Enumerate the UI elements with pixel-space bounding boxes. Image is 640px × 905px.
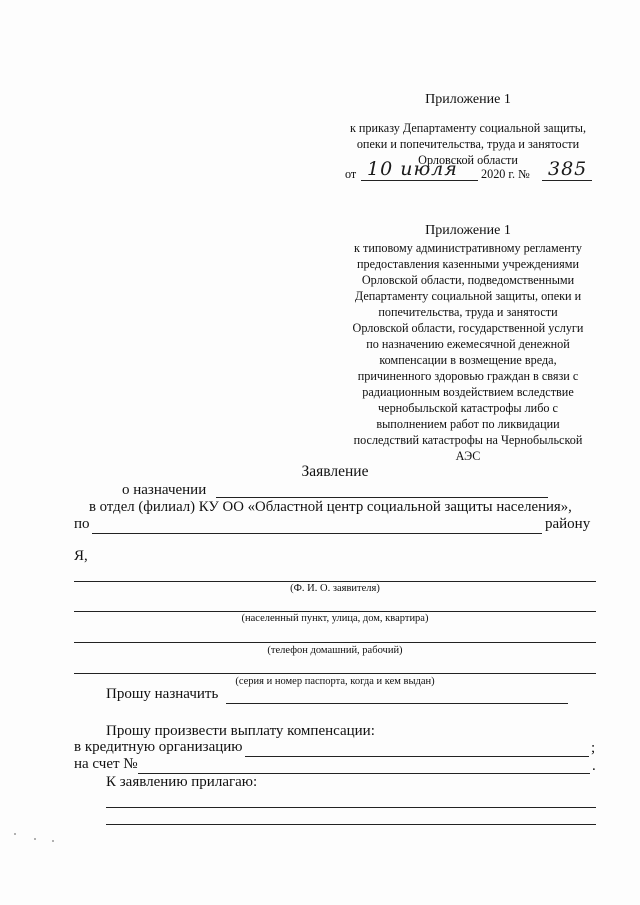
date-line [361,180,478,181]
attachment-field-2[interactable] [106,824,596,825]
year-number-label: 2020 г. № [481,167,530,181]
number-line [542,180,592,181]
appendix2-line-3: Орловской области, подведомственными [361,273,575,287]
appendix2-line-2: предоставления казенными учреждениями [356,257,580,271]
appendix1-line-1: к приказу Департаменту социальной защиты, [349,121,587,135]
credit-org-field[interactable] [245,756,589,757]
request-payment-label: Прошу произвести выплату компенсации: [106,723,375,739]
fio-field[interactable] [74,581,596,582]
account-end: . [592,758,596,774]
caption-fio: (Ф. И. О. заявителя) [290,583,380,594]
appendix2-line-10: радиационным воздействием вследствие [362,385,574,399]
appendix2-line-11: чернобыльской катастрофы либо с [378,401,558,415]
caption-phone: (телефон домашний, рабочий) [267,645,403,656]
scan-speck [34,838,36,840]
appendix1-line-2: опеки и попечительства, труда и занятости [356,137,580,151]
account-label: на счет № [74,756,138,772]
date-prefix: от [345,167,357,181]
appendix2-title: Приложение 1 [425,223,511,238]
about-label: о назначении [122,482,207,498]
appendix2-line-9: причиненного здоровью граждан в связи с [357,369,579,383]
ya-label: Я, [74,548,88,564]
appendix1-line-3: Орловской области [418,153,518,167]
appendix1-title: Приложение 1 [425,92,511,107]
request-assign-label: Прошу назначить [106,686,219,702]
appendix2-line-4: Департаменту социальной защиты, опеки и [354,289,582,303]
credit-org-label: в кредитную организацию [74,739,243,755]
appendix2-line-12: выполнением работ по ликвидации [376,417,560,431]
attach-label: К заявлению прилагаю: [106,774,258,790]
assign-field[interactable] [226,703,568,704]
number-handwritten: 385 [548,158,588,180]
caption-passport: (серия и номер паспорта, когда и кем выдан) [235,676,435,687]
attachment-field-1[interactable] [106,807,596,808]
credit-org-end: ; [591,740,596,756]
passport-field[interactable] [74,673,596,674]
appendix2-line-8: компенсации в возмещение вреда, [379,353,557,367]
date-handwritten: 10 июля [367,158,458,180]
district-field[interactable] [92,533,542,534]
appendix2-line-5: попечительства, труда и занятости [378,305,558,319]
caption-address: (населенный пункт, улица, дом, квартира) [241,613,429,624]
scan-speck [52,840,54,842]
department-line: в отдел (филиал) КУ ОО «Областной центр социальной защиты населения», [89,499,572,515]
appendix2-line-13: последствий катастрофы на Чернобыльской [353,433,583,447]
about-field[interactable] [216,497,548,498]
appendix2-line-1: к типовому административному регламенту [354,241,582,255]
appendix2-line-6: Орловской области, государственной услуги [352,321,584,335]
po-label: по [74,516,90,532]
scan-speck [14,833,16,835]
form-title: Заявление [301,463,369,480]
district-label: району [545,516,591,532]
phone-field[interactable] [74,642,596,643]
address-field[interactable] [74,611,596,612]
appendix2-line-7: по назначению ежемесячной денежной [366,337,570,351]
appendix2-line-14: АЭС [455,449,481,463]
